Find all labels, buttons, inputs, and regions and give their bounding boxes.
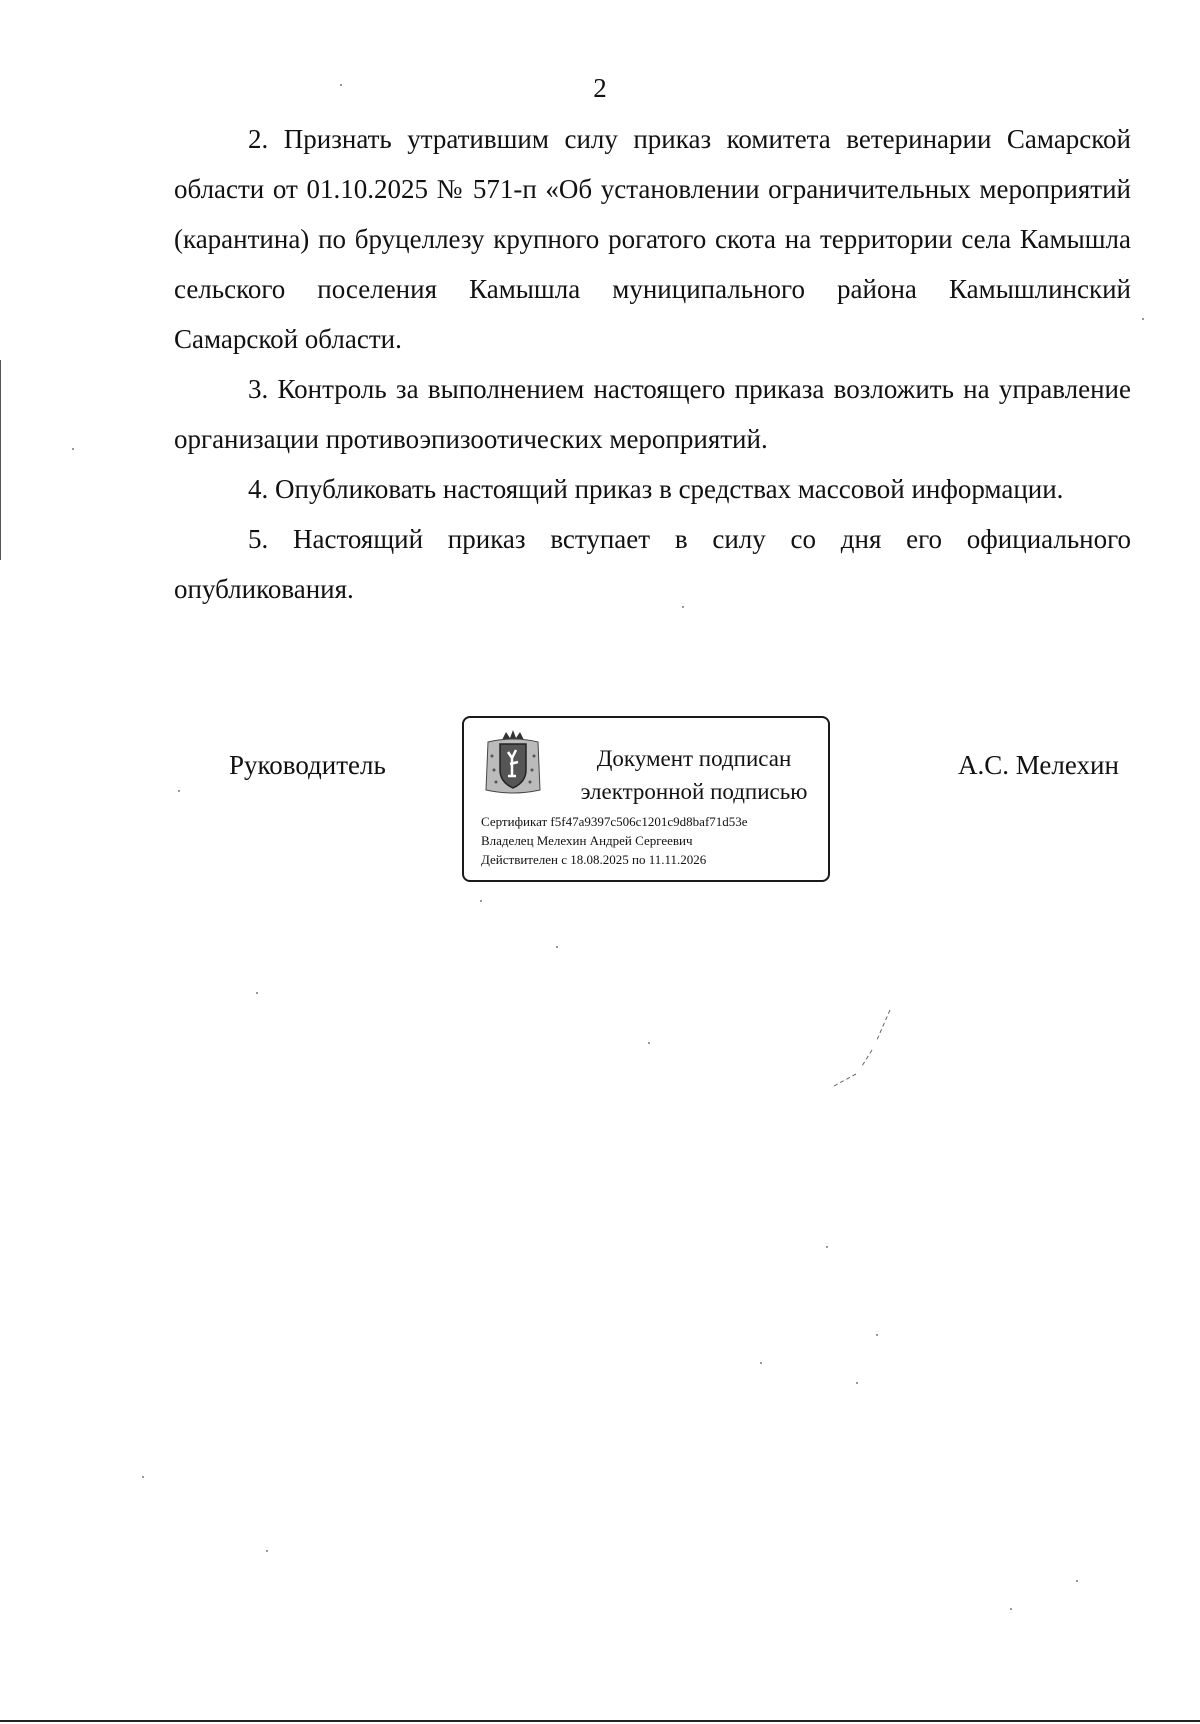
scan-speck — [648, 1042, 650, 1044]
scan-speck — [266, 1550, 268, 1552]
scan-speck — [340, 84, 342, 86]
e-signature-stamp — [462, 716, 830, 882]
stamp-details — [481, 812, 826, 869]
scan-speck — [178, 790, 180, 792]
scan-edge-bottom — [0, 1720, 1200, 1722]
signer-role: Руководитель — [229, 750, 386, 780]
scan-speck — [256, 992, 258, 994]
paragraph-2: 2. Признать утратившим силу приказ комитета ветеринарии Самарской области от 01.10.2025 № 571-п «Об установлении ограничительных мероприятий (карантина) по бруцеллезу крупного рогатого скота на территории села Камышла сельского поселения Камышла муниципального района Камышлинский Самарской области. — [174, 124, 1131, 354]
stamp-certificate: Сертификат f5f47a9397c506c1201c9d8baf71d53e — [481, 814, 748, 829]
coat-of-arms-emblem — [482, 726, 544, 796]
paragraph-4: 4. Опубликовать настоящий приказ в средствах массовой информации. — [248, 474, 1064, 504]
scan-speck — [1010, 1608, 1012, 1610]
scan-stroke — [826, 1008, 896, 1088]
scan-speck — [856, 1382, 858, 1384]
scan-speck — [760, 1362, 762, 1364]
scan-speck — [682, 606, 684, 608]
page-number: 2 — [593, 73, 607, 103]
scan-speck — [1076, 1580, 1078, 1582]
scan-speck — [876, 1334, 878, 1336]
scan-speck — [1142, 318, 1144, 320]
stamp-validity: Действителен с 18.08.2025 по 11.11.2026 — [481, 852, 707, 867]
scan-speck — [826, 1246, 828, 1248]
scan-speck — [480, 900, 482, 902]
paragraph-3: 3. Контроль за выполнением настоящего приказа возложить на управление организации противоэпизоотических мероприятий. — [174, 374, 1131, 454]
scan-speck — [72, 448, 74, 450]
scan-edge-left — [0, 360, 1, 560]
signer-name: А.С. Мелехин — [958, 750, 1119, 780]
stamp-title — [564, 742, 824, 808]
paragraph-5: 5. Настоящий приказ вступает в силу со дня его официального опубликования. — [174, 524, 1131, 604]
stamp-title-line-1: Документ подписан — [596, 746, 792, 771]
scan-speck — [556, 946, 558, 948]
stamp-title-line-2: электронной подписью — [580, 779, 808, 804]
document-body — [174, 114, 1131, 614]
stamp-owner: Владелец Мелехин Андрей Сергеевич — [481, 833, 693, 848]
scan-speck — [142, 1476, 144, 1478]
